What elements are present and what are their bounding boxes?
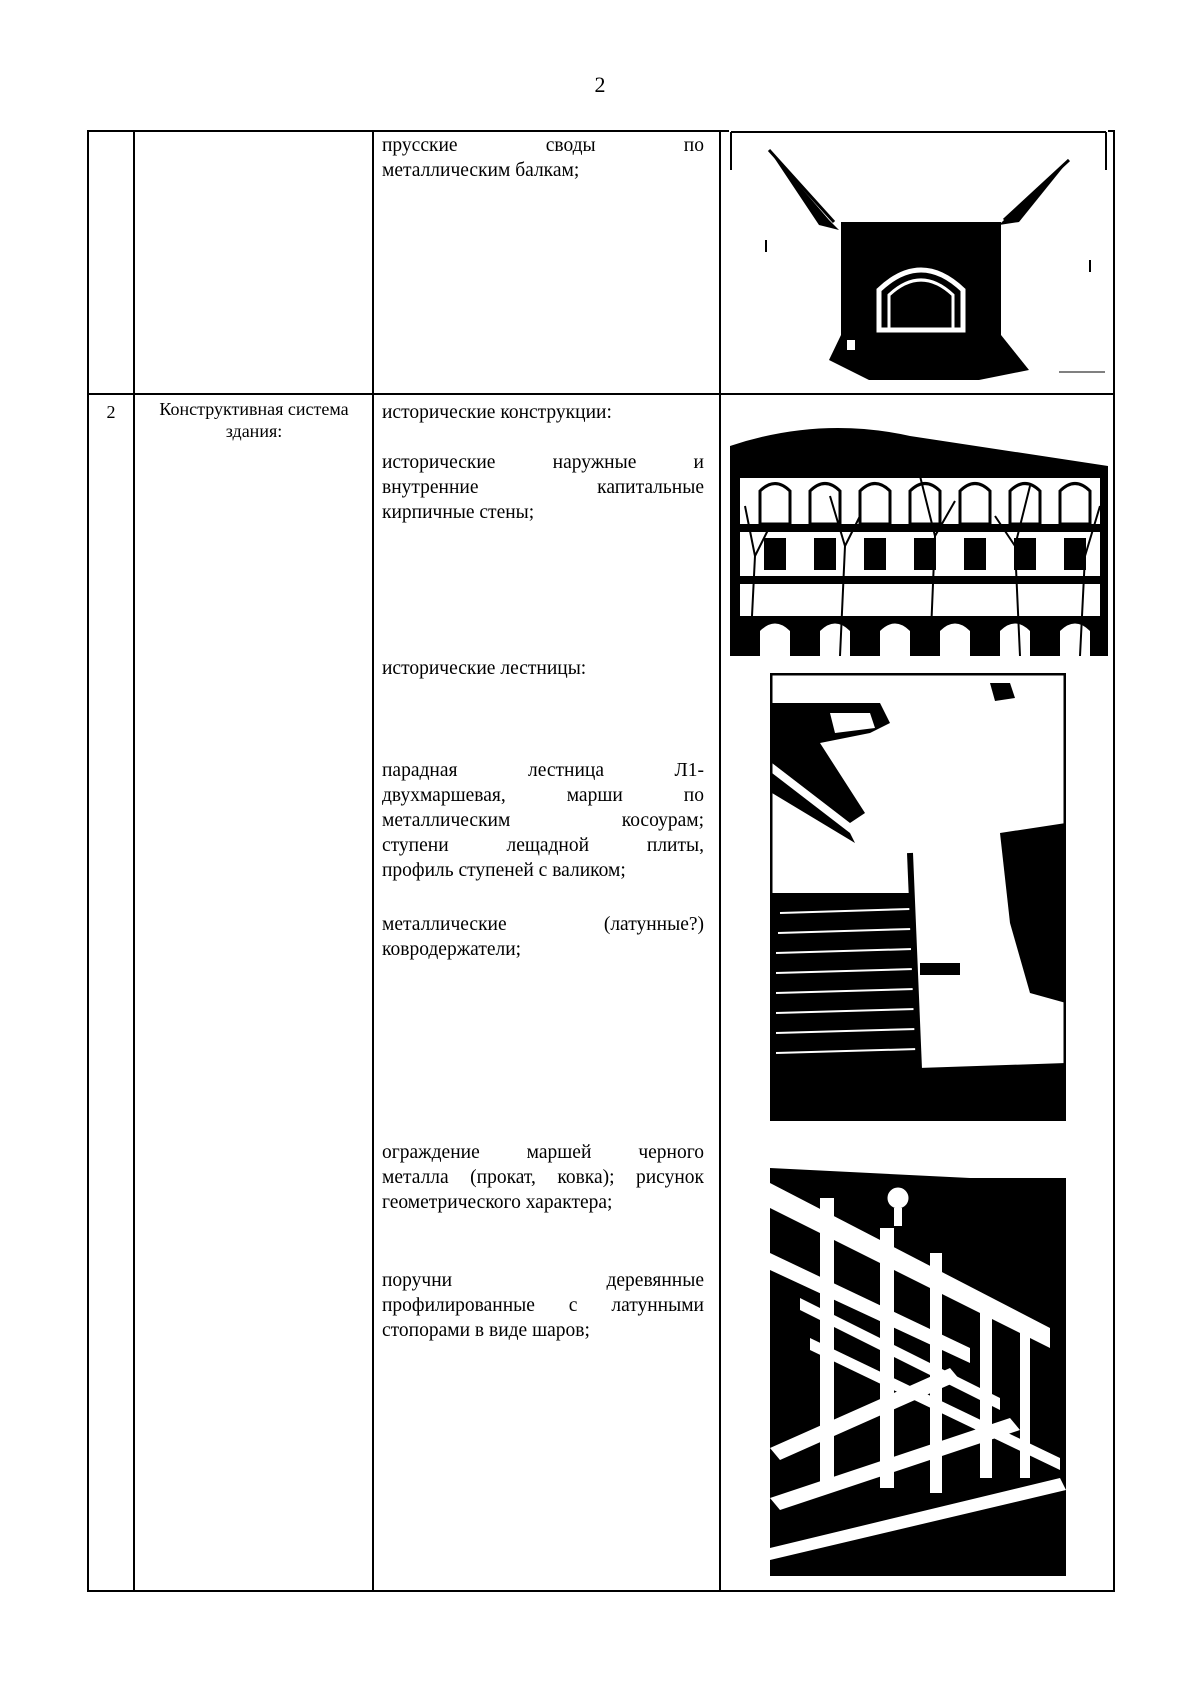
table-cell-text <box>382 1268 704 1343</box>
table-cell-text <box>382 450 704 525</box>
row-title <box>136 398 372 442</box>
table-divider <box>133 130 135 1592</box>
text-line: внутренние капитальные <box>382 477 704 498</box>
text-line: профилированные с латунными <box>382 1295 704 1316</box>
table-cell-text <box>382 912 704 962</box>
railing-photo <box>770 1158 1066 1576</box>
row-title-line: здания: <box>225 421 283 441</box>
vaulted-ceiling-photo <box>729 130 1108 384</box>
row-number: 2 <box>106 402 116 422</box>
table-cell-text <box>382 133 704 183</box>
text-line: двухмаршевая, марши по <box>382 785 704 806</box>
text-line: ковродержатели; <box>382 939 522 960</box>
text-line: исторические наружные и <box>382 452 704 473</box>
text-line: прусские своды по <box>382 135 704 156</box>
table-divider <box>372 130 374 1592</box>
building-facade-photo <box>730 406 1108 656</box>
text-line: кирпичные стены; <box>382 502 535 523</box>
page-number: 2 <box>594 72 606 97</box>
text-line: ограждение маршей черного <box>382 1142 704 1163</box>
text-line: парадная лестница Л1- <box>382 760 704 781</box>
table-cell-text <box>382 758 704 883</box>
text-line: профиль ступеней с валиком; <box>382 860 626 881</box>
text-line: геометрического характера; <box>382 1192 613 1213</box>
text-line: металла (прокат, ковка); рисунок <box>382 1167 704 1188</box>
text-line: металлическим косоурам; <box>382 810 704 831</box>
text-line: исторические лестницы: <box>382 658 587 679</box>
table-cell-text <box>382 400 704 425</box>
text-line: металлическим балкам; <box>382 160 580 181</box>
text-line: ступени лещадной плиты, <box>382 835 704 856</box>
text-line: поручни деревянные <box>382 1270 704 1291</box>
text-line: металлические (латунные?) <box>382 914 704 935</box>
text-line: исторические конструкции: <box>382 402 612 423</box>
table-cell-text <box>382 656 704 681</box>
table-divider <box>719 130 721 1592</box>
row-title-line: Конструктивная система <box>159 399 349 419</box>
staircase-photo <box>770 673 1066 1121</box>
text-line: стопорами в виде шаров; <box>382 1320 590 1341</box>
table-cell-text <box>382 1140 704 1215</box>
table-row-divider <box>87 393 1115 395</box>
